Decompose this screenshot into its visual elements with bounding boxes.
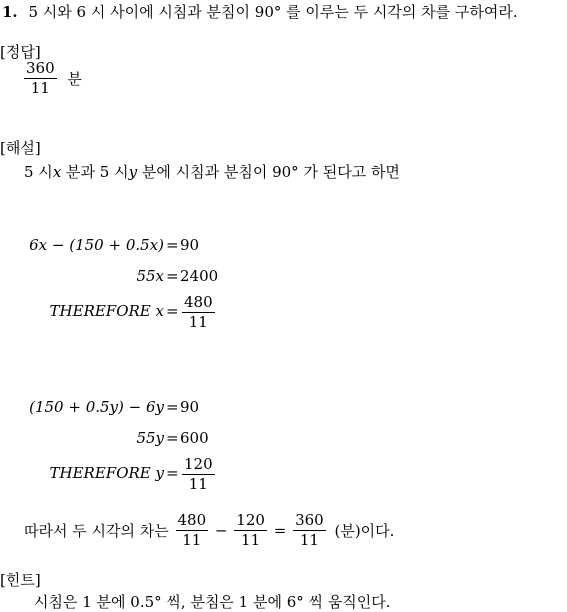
problem-number: 1. xyxy=(2,3,18,21)
conclusion-f1-numerator: 480 xyxy=(177,511,207,529)
eq2-line2-lhs: 55y xyxy=(136,429,164,447)
conclusion-f3-numerator: 360 xyxy=(295,511,324,529)
answer-numerator: 360 xyxy=(26,59,55,77)
conclusion-suffix: (분)이다. xyxy=(334,522,395,540)
answer-denominator: 11 xyxy=(30,79,50,97)
eq1-line3-lhs: THEREFORE x xyxy=(49,302,164,320)
hint-header: [힌트] xyxy=(0,571,41,589)
eq2-result-denominator: 11 xyxy=(188,475,208,493)
eq1-line2-equals: = xyxy=(166,267,179,285)
intro-var-x: x xyxy=(52,163,62,181)
solution-header: [해설] xyxy=(0,139,41,157)
conclusion-f1-denominator: 11 xyxy=(182,531,202,549)
eq2-line1-rhs: 90 xyxy=(180,398,200,416)
equation-block-x xyxy=(0,234,567,354)
answer-header: [정답] xyxy=(0,43,41,61)
conclusion-prefix: 따라서 두 시각의 차는 xyxy=(24,522,169,540)
conclusion-f2-denominator: 11 xyxy=(241,531,261,549)
intro-part-c: 분에 시침과 분침이 90° 가 된다고 하면 xyxy=(137,163,400,181)
conclusion-fraction-1 xyxy=(176,512,209,549)
eq2-line1-equals: = xyxy=(166,398,179,416)
eq2-line1-lhs: (150 + 0.5y) − 6y xyxy=(29,398,164,416)
eq2-line2-rhs: 600 xyxy=(180,429,209,447)
solution-intro xyxy=(24,162,400,182)
problem-statement xyxy=(2,2,518,22)
eq1-line2-lhs: 55x xyxy=(136,267,164,285)
intro-part-a: 5 시 xyxy=(24,163,53,181)
solution-conclusion xyxy=(24,512,394,549)
eq1-result-numerator: 480 xyxy=(184,293,213,311)
eq2-line2-equals: = xyxy=(166,429,179,447)
eq2-line3-equals: = xyxy=(166,464,179,482)
eq2-result-fraction xyxy=(182,456,215,493)
eq1-line2-rhs: 2400 xyxy=(180,267,219,285)
intro-var-y: y xyxy=(128,163,138,181)
conclusion-f3-denominator: 11 xyxy=(299,531,319,549)
eq1-line1-equals: = xyxy=(166,236,179,254)
eq2-result-numerator: 120 xyxy=(184,455,213,473)
eq1-result-denominator: 11 xyxy=(188,313,208,331)
hint-text: 시침은 1 분에 0.5° 씩, 분침은 1 분에 6° 씩 움직인다. xyxy=(34,593,391,611)
answer-unit: 분 xyxy=(67,70,82,88)
eq1-line1-lhs: 6x − (150 + 0.5x) xyxy=(29,236,164,254)
answer-fraction xyxy=(24,60,57,97)
eq1-line3-equals: = xyxy=(166,302,179,320)
eq2-line3-lhs: THEREFORE y xyxy=(49,464,164,482)
answer-value xyxy=(22,60,82,97)
conclusion-equals: = xyxy=(273,521,287,540)
conclusion-minus: − xyxy=(214,521,228,540)
conclusion-fraction-2 xyxy=(234,512,267,549)
equation-block-y xyxy=(0,396,567,516)
problem-text: 5 시와 6 시 사이에 시침과 분침이 90° 를 이루는 두 시각의 차를 구하여라. xyxy=(28,3,518,21)
eq1-result-fraction xyxy=(182,294,215,331)
eq1-line1-rhs: 90 xyxy=(180,236,200,254)
conclusion-f2-numerator: 120 xyxy=(236,511,265,529)
intro-part-b: 분과 5 시 xyxy=(61,163,129,181)
conclusion-fraction-3 xyxy=(293,512,326,549)
